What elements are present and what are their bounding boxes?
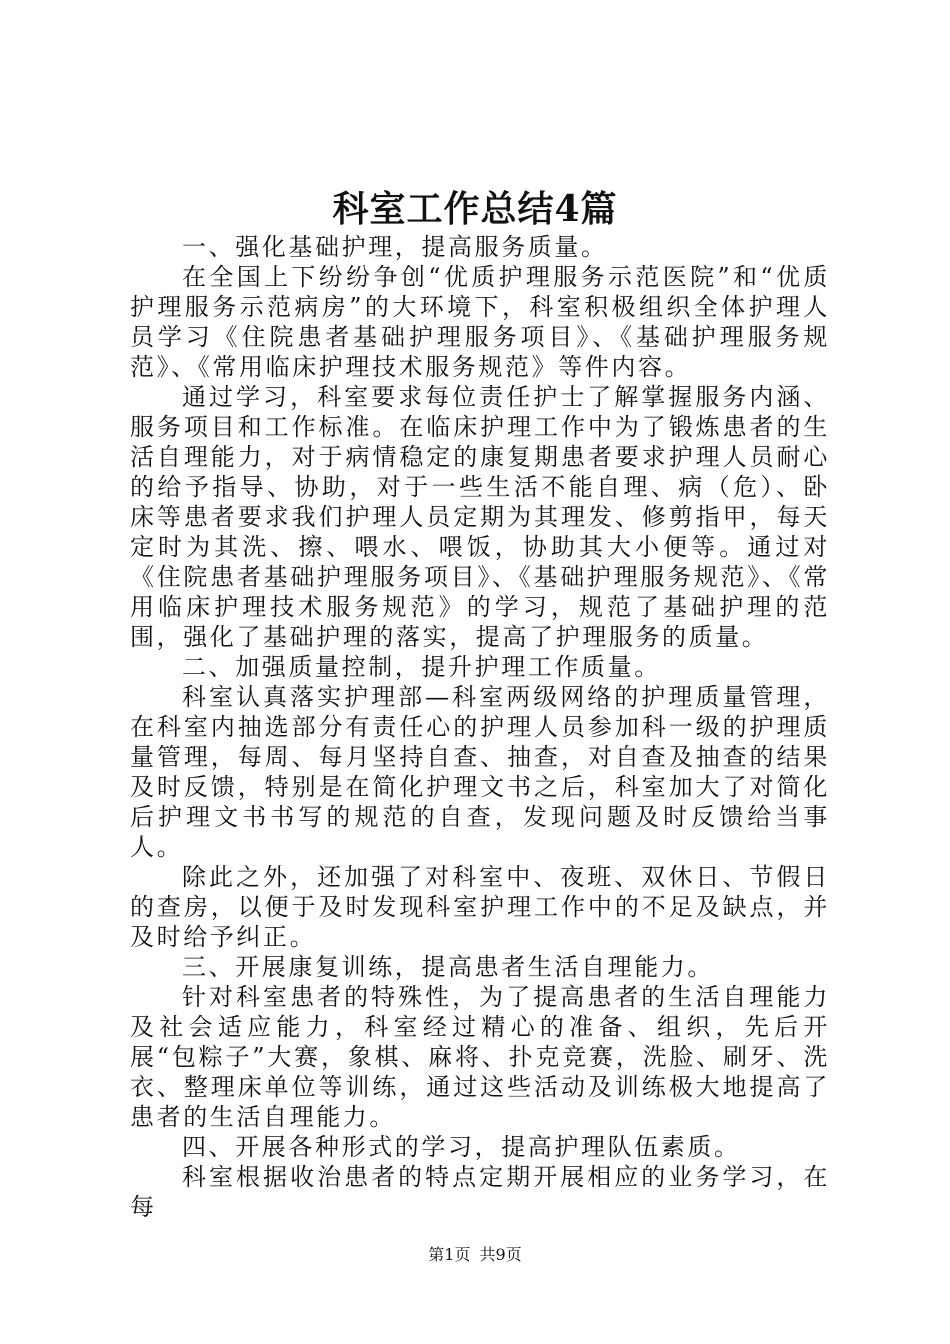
- section-heading-2: 二、加强质量控制，提升护理工作质量。: [182, 653, 661, 681]
- paragraph: 针对科室患者的特殊性，为了提高患者的生活自理能力及社会适应能力，科室经过精心的准备、组织，先后开展“包粽子”大赛，象棋、麻将、扑克竞赛，洗脸、刷牙、洗衣、整理床单位等训练，通过这些活动及训练极大地提高了患者的生活自理能力。: [130, 983, 830, 1131]
- section-heading-1: 一、强化基础护理，提高服务质量。: [182, 233, 608, 261]
- paragraph: 在全国上下纷纷争创“优质护理服务示范医院”和“优质护理服务示范病房”的大环境下，科室积极组织全体护理人员学习《住院患者基础护理服务项目》、《基础护理服务规范》、《常用临床护理技术服务规范》等件内容。: [130, 263, 830, 381]
- document-title: 科室工作总结4篇: [332, 188, 618, 230]
- paragraph: 科室根据收治患者的特点定期开展相应的业务学习，在每: [130, 1163, 830, 1221]
- paragraph: 科室认真落实护理部—科室两级网络的护理质量管理，在科室内抽选部分有责任心的护理人员参加科一级的护理质量管理，每周、每月坚持自查、抽查，对自查及抽查的结果及时反馈，特别是在简化护理文书之后，科室加大了对简化后护理文书书写的规范的自查，发现问题及时反馈给当事人。: [130, 683, 830, 861]
- page-number: 第1页: [428, 1245, 471, 1264]
- page-total: 共9页: [479, 1245, 522, 1264]
- section-heading-3: 三、开展康复训练，提高患者生活自理能力。: [182, 953, 714, 981]
- page-footer: [0, 1244, 950, 1266]
- paragraph: 除此之外，还加强了对科室中、夜班、双休日、节假日的查房，以便于及时发现科室护理工作中的不足及缺点，并及时给予纠正。: [130, 863, 830, 951]
- section-heading-4: 四、开展各种形式的学习，提高护理队伍素质。: [182, 1133, 741, 1161]
- paragraph: 通过学习，科室要求每位责任护士了解掌握服务内涵、服务项目和工作标准。在临床护理工作中为了锻炼患者的生活自理能力，对于病情稳定的康复期患者要求护理人员耐心的给予指导、协助，对于一些生活不能自理、病（危）、卧床等患者要求我们护理人员定期为其理发、修剪指甲，每天定时为其洗、擦、喂水、喂饭，协助其大小便等。通过对《住院患者基础护理服务项目》、《基础护理服务规范》、《常用临床护理技术服务规范》的学习，规范了基础护理的范围，强化了基础护理的落实，提高了护理服务的质量。: [130, 383, 830, 651]
- document-body: [130, 232, 830, 1222]
